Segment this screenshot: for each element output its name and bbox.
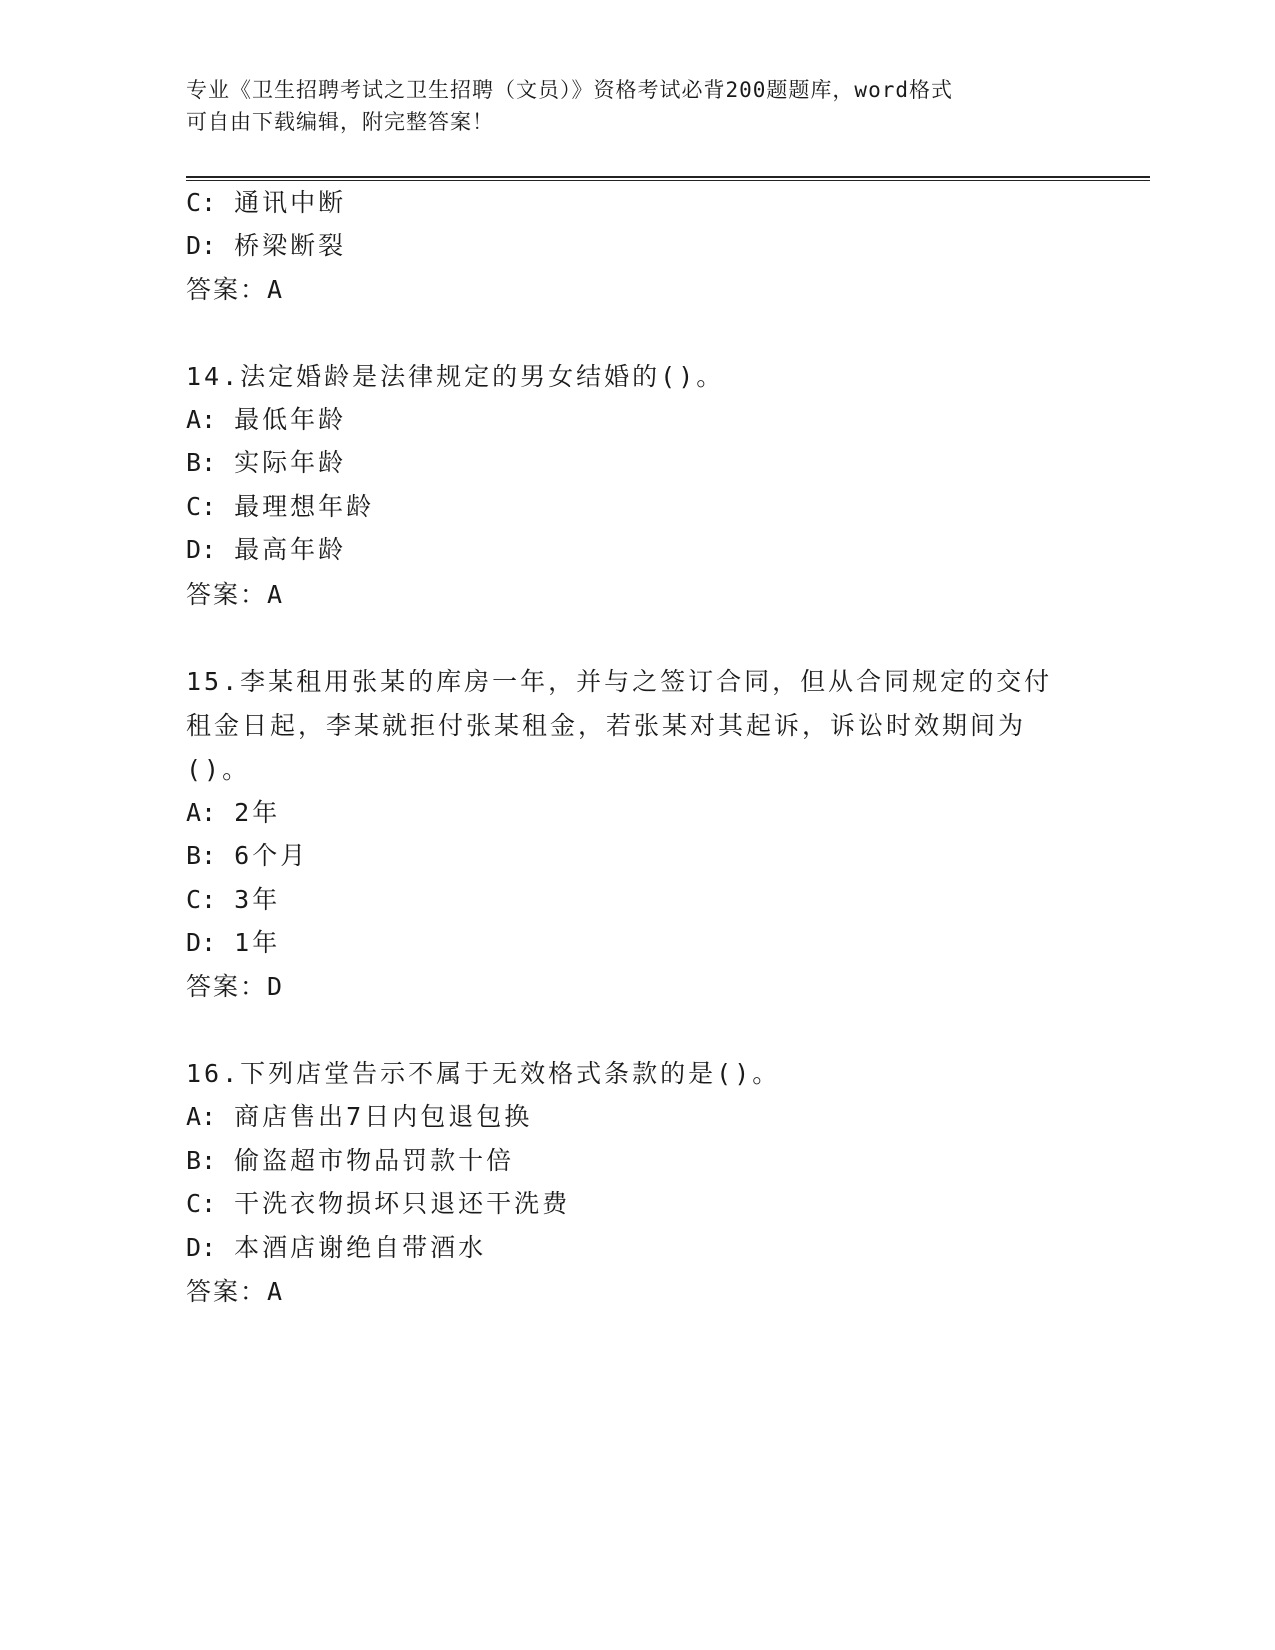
option-label: A: — [186, 1102, 217, 1131]
answer-line — [186, 1277, 284, 1307]
option-b — [186, 1146, 514, 1176]
option-label: D: — [186, 928, 217, 957]
option-text: 干洗衣物损坏只退还干洗费 — [234, 1189, 571, 1218]
option-text: 偷盗超市物品罚款十倍 — [234, 1146, 515, 1175]
option-label: C: — [186, 188, 217, 217]
option-text: 6个月 — [234, 841, 309, 870]
option-label: D: — [186, 231, 217, 260]
header-title-line-2: 可自由下载编辑，附完整答案！ — [186, 110, 494, 134]
option-text: 1年 — [234, 928, 281, 957]
option-d — [186, 535, 346, 565]
option-label: B: — [186, 1146, 217, 1175]
option-text: 本酒店谢绝自带酒水 — [234, 1233, 487, 1262]
option-c — [186, 188, 346, 218]
option-label: D: — [186, 535, 217, 564]
option-text: 通讯中断 — [234, 188, 347, 217]
option-c — [186, 885, 280, 915]
answer-label: 答案： — [186, 1277, 268, 1306]
option-a — [186, 405, 346, 435]
answer-value: D — [267, 972, 285, 1001]
option-b — [186, 841, 308, 871]
option-d — [186, 1233, 486, 1263]
option-c — [186, 1189, 570, 1219]
option-text: 商店售出7日内包退包换 — [234, 1102, 533, 1131]
answer-label: 答案： — [186, 580, 268, 609]
option-text: 桥梁断裂 — [234, 231, 347, 260]
answer-label: 答案： — [186, 972, 268, 1001]
answer-label: 答案： — [186, 275, 268, 304]
option-label: B: — [186, 448, 217, 477]
question-stem: 15.李某租用张某的库房一年，并与之签订合同，但从合同规定的交付 — [186, 667, 1053, 696]
option-a — [186, 798, 280, 828]
option-label: A: — [186, 405, 217, 434]
header-divider — [186, 176, 1150, 181]
option-text: 3年 — [234, 885, 281, 914]
option-text: 实际年龄 — [234, 448, 347, 477]
question-stem: 16.下列店堂告示不属于无效格式条款的是()。 — [186, 1059, 781, 1088]
header-title-line-1: 专业《卫生招聘考试之卫生招聘（文员）》资格考试必背200题题库，word格式 — [186, 78, 953, 102]
option-d — [186, 231, 346, 261]
answer-line — [186, 972, 284, 1002]
answer-value: A — [267, 580, 285, 609]
document-header — [186, 74, 1066, 138]
answer-line — [186, 275, 284, 305]
option-b — [186, 448, 346, 478]
answer-line — [186, 580, 284, 610]
question-stem: 租金日起，李某就拒付张某租金，若张某对其起诉，诉讼时效期间为 — [186, 711, 1027, 740]
option-label: C: — [186, 492, 217, 521]
question-stem: ()。 — [186, 755, 251, 784]
option-label: C: — [186, 1189, 217, 1218]
answer-value: A — [267, 1277, 285, 1306]
option-label: A: — [186, 798, 217, 827]
option-c — [186, 492, 374, 522]
question-stem: 14.法定婚龄是法律规定的男女结婚的()。 — [186, 362, 725, 391]
answer-value: A — [267, 275, 285, 304]
option-d — [186, 928, 280, 958]
option-a — [186, 1102, 532, 1132]
option-label: D: — [186, 1233, 217, 1262]
option-text: 最理想年龄 — [234, 492, 375, 521]
option-text: 2年 — [234, 798, 281, 827]
option-label: B: — [186, 841, 217, 870]
option-text: 最高年龄 — [234, 535, 347, 564]
option-label: C: — [186, 885, 217, 914]
option-text: 最低年龄 — [234, 405, 347, 434]
